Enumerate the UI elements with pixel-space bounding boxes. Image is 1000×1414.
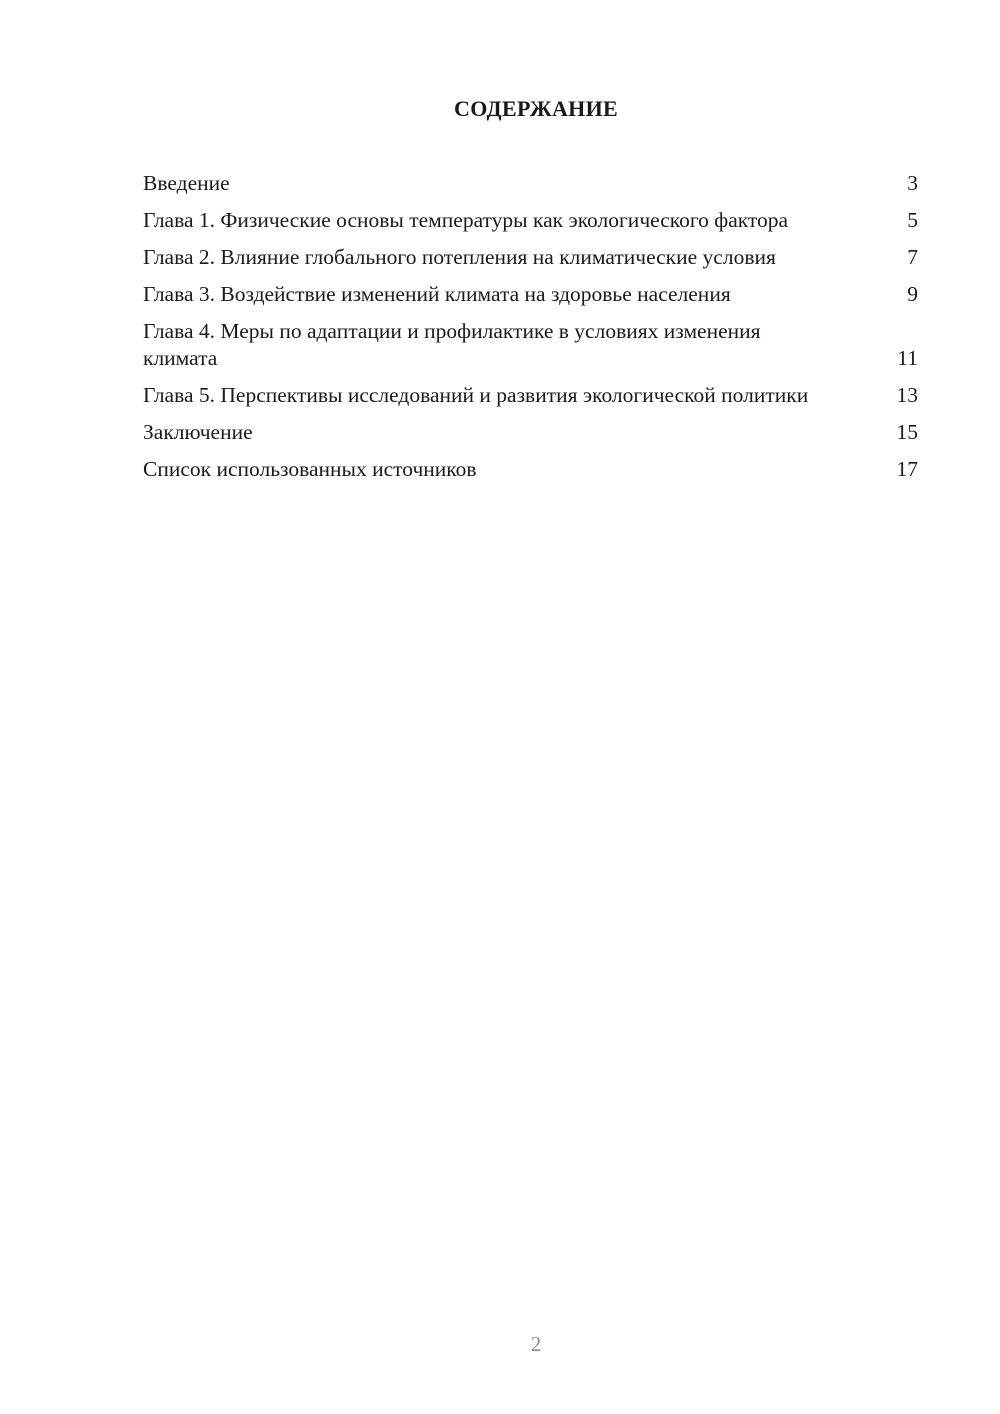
toc-entry-text: Глава 1. Физические основы температуры как экологического фактора: [143, 208, 789, 232]
toc-entry-page: 17: [896, 457, 918, 481]
toc-entry-chapter-1: [143, 207, 918, 234]
toc-entry-page: 13: [896, 383, 918, 407]
toc-entry-chapter-4: [143, 318, 918, 372]
toc-entry-text: Глава 5. Перспективы исследований и развития экологической политики: [143, 383, 809, 407]
toc-entry-page: 11: [897, 346, 918, 370]
toc-entry-page: 5: [907, 208, 918, 232]
toc-entry-text: Глава 2. Влияние глобального потепления на климатические условия: [143, 245, 776, 269]
toc-entry-chapter-2: [143, 244, 918, 271]
toc-entry-page: 9: [907, 282, 918, 306]
toc-entry-page: 7: [907, 245, 918, 269]
toc-entry-chapter-3: [143, 281, 918, 308]
toc-entry-page: 15: [896, 420, 918, 444]
toc-entry-introduction: [143, 170, 918, 197]
page-number: 2: [530, 1332, 542, 1356]
toc-entry-text: Заключение: [143, 420, 253, 444]
toc-entry-conclusion: [143, 419, 918, 446]
table-of-contents: [143, 170, 918, 493]
toc-title: СОДЕРЖАНИЕ: [454, 96, 618, 121]
toc-entry-text: Список использованных источников: [143, 457, 477, 481]
toc-entry-text: Введение: [143, 171, 230, 195]
toc-entry-references: [143, 456, 918, 483]
toc-entry-page: 3: [907, 171, 918, 195]
toc-entry-text: Глава 4. Меры по адаптации и профилактике в условиях изменения климата: [143, 319, 761, 370]
toc-entry-text: Глава 3. Воздействие изменений климата на здоровье населения: [143, 282, 731, 306]
toc-entry-chapter-5: [143, 382, 918, 409]
